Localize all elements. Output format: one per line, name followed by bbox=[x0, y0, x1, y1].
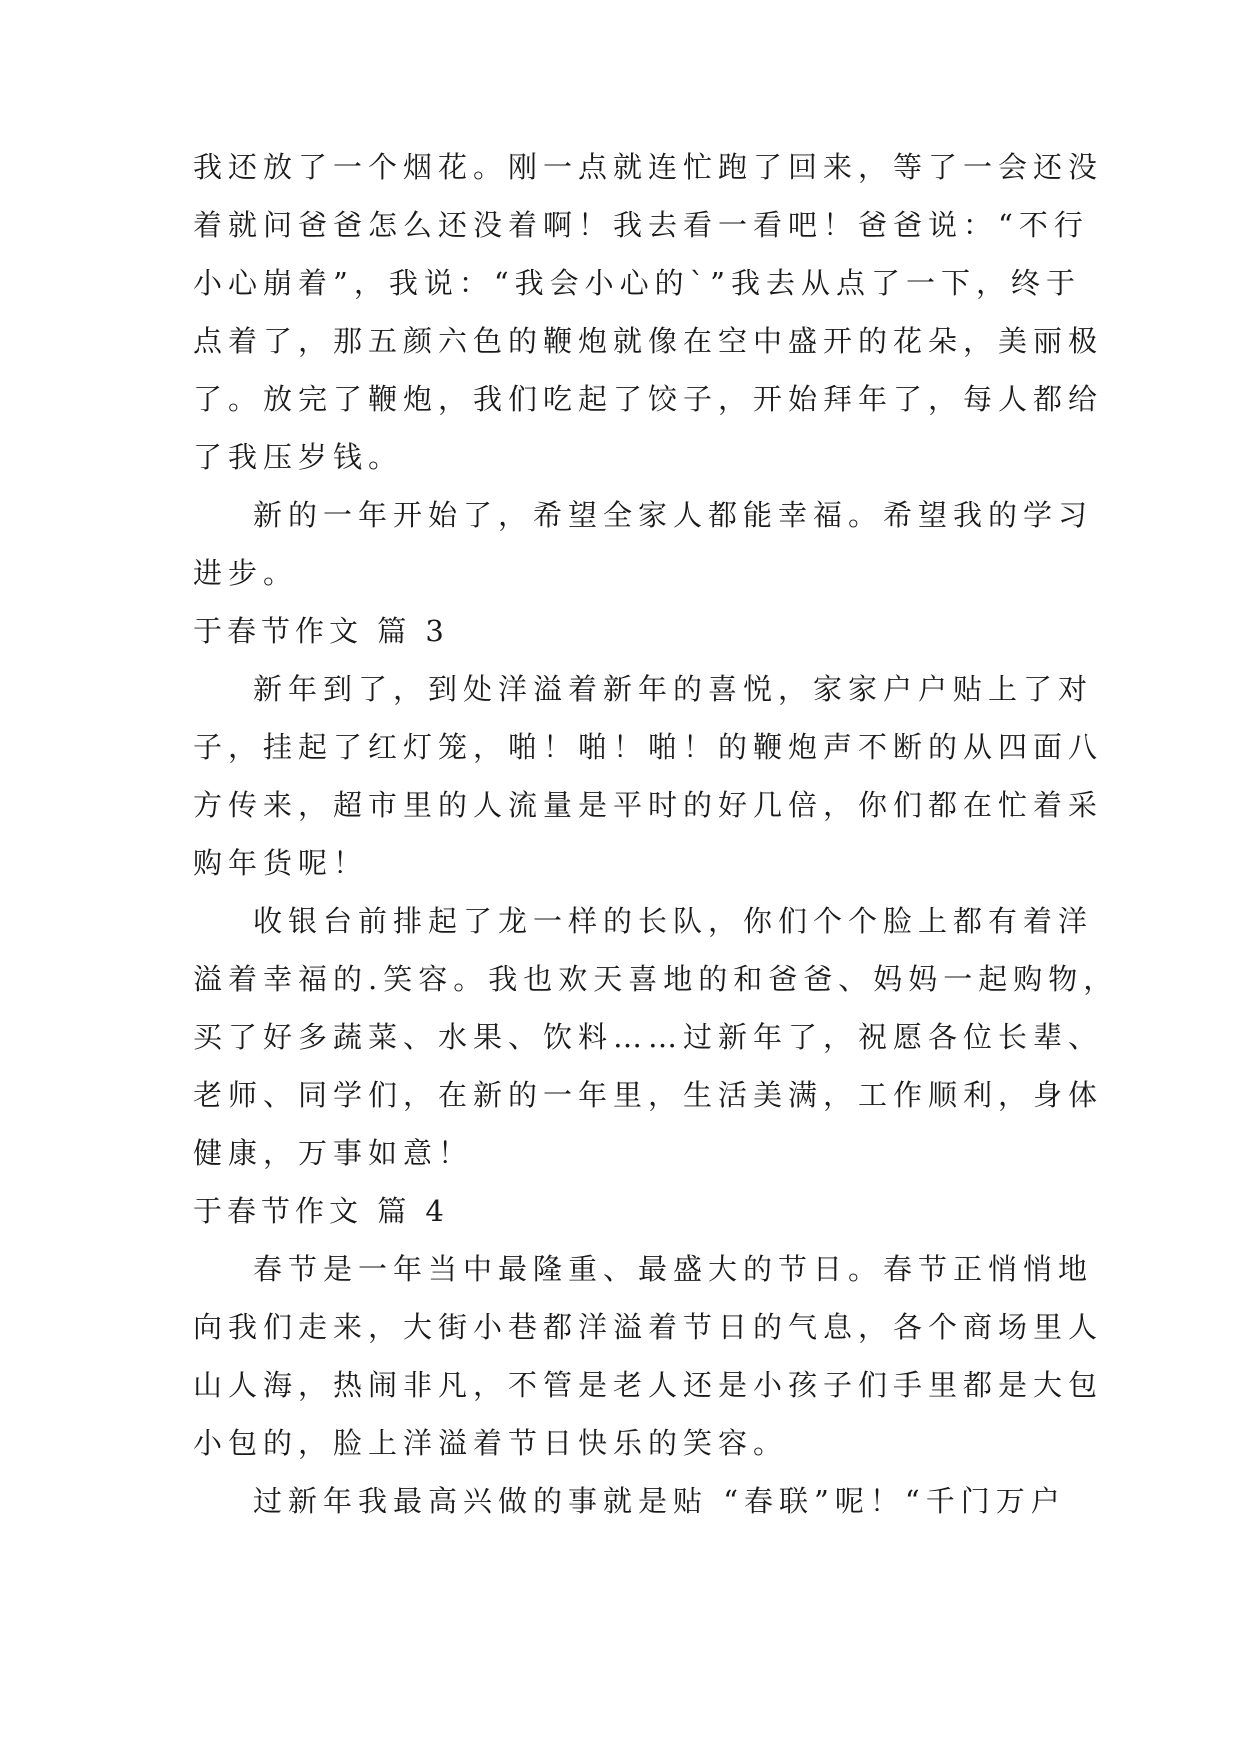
paragraph-line: 新年到了，到处洋溢着新年的喜悦，家家户户贴上了对 bbox=[253, 672, 1094, 706]
paragraph-line: 方传来，超市里的人流量是平时的好几倍，你们都在忙着采 bbox=[193, 788, 1104, 822]
paragraph-line: 小心崩着”，我说：“我会小心的`”我去从点了一下，终于 bbox=[193, 266, 1081, 300]
paragraph-line: 点着了，那五颜六色的鞭炮就像在空中盛开的花朵，美丽极 bbox=[193, 324, 1104, 358]
section-heading: 于春节作文 篇 4 bbox=[193, 1194, 449, 1228]
paragraph-line: 老师、同学们，在新的一年里，生活美满，工作顺利，身体 bbox=[193, 1078, 1104, 1112]
paragraph-line: 山人海，热闹非凡，不管是老人还是小孩子们手里都是大包 bbox=[193, 1368, 1104, 1402]
paragraph-line: 过新年我最高兴做的事就是贴 “春联”呢！“千门万户 bbox=[253, 1484, 1066, 1518]
paragraph-line: 收银台前排起了龙一样的长队，你们个个脸上都有着洋 bbox=[253, 904, 1094, 938]
paragraph-line: 向我们走来，大街小巷都洋溢着节日的气息，各个商场里人 bbox=[193, 1310, 1104, 1344]
paragraph-line: 购年货呢！ bbox=[193, 846, 369, 880]
section-heading: 于春节作文 篇 3 bbox=[193, 614, 449, 648]
paragraph-line: 着就问爸爸怎么还没着啊！我去看一看吧！爸爸说：“不行 bbox=[193, 208, 1089, 242]
paragraph-line: 小包的，脸上洋溢着节日快乐的笑容。 bbox=[193, 1426, 789, 1460]
paragraph-line: 进步。 bbox=[193, 556, 299, 590]
paragraph-line: 溢着幸福的.笑容。我也欢天喜地的和爸爸、妈妈一起购物， bbox=[193, 962, 1119, 996]
paragraph-line: 健康，万事如意！ bbox=[193, 1136, 474, 1170]
paragraph-line: 我还放了一个烟花。刚一点就连忙跑了回来，等了一会还没 bbox=[193, 150, 1104, 184]
paragraph-line: 了。放完了鞭炮，我们吃起了饺子，开始拜年了，每人都给 bbox=[193, 382, 1104, 416]
paragraph-line: 买了好多蔬菜、水果、饮料……过新年了，祝愿各位长辈、 bbox=[193, 1020, 1104, 1054]
paragraph-line: 了我压岁钱。 bbox=[193, 440, 404, 474]
paragraph-line: 子，挂起了红灯笼，啪！啪！啪！的鞭炮声不断的从四面八 bbox=[193, 730, 1104, 764]
paragraph-line: 新的一年开始了，希望全家人都能幸福。希望我的学习 bbox=[253, 498, 1094, 532]
paragraph-line: 春节是一年当中最隆重、最盛大的节日。春节正悄悄地 bbox=[253, 1252, 1094, 1286]
